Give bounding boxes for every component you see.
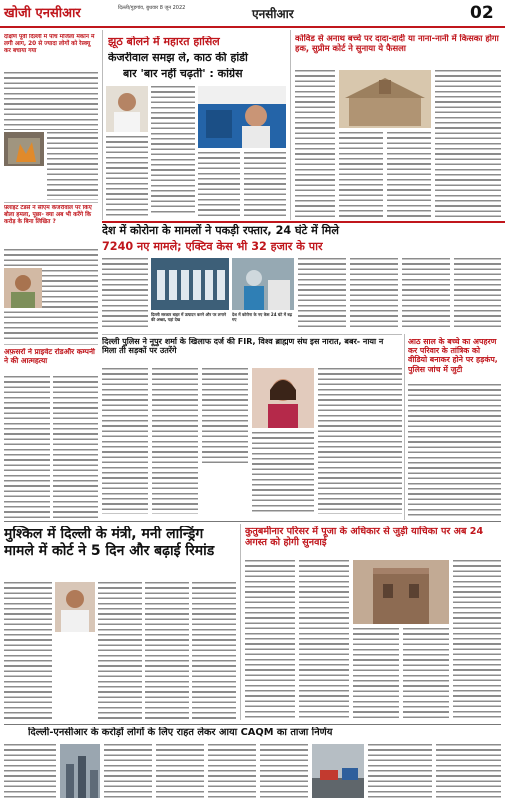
- story9-body-col1: [245, 560, 295, 720]
- covid-testing-photo: [232, 258, 294, 310]
- congress-leader-photo: [106, 86, 148, 132]
- story3-headline: अफ़सरों ने प्राइवेट रोडऔर कम्पनी ने की आत्महत्या: [4, 348, 95, 365]
- story4-body-col3: [198, 152, 240, 216]
- kejriwal-photo: [198, 86, 286, 148]
- story8-body-col1: [4, 582, 52, 722]
- story9-body-col4: [403, 628, 449, 720]
- story10-photo-2: [312, 744, 364, 798]
- lead-photo-2: [232, 258, 294, 310]
- lead-top-rule: [102, 221, 505, 223]
- divider: [102, 334, 402, 335]
- story1-body-2: [47, 132, 98, 200]
- column-rule: [240, 524, 241, 720]
- nupur-sharma-photo: [252, 368, 314, 428]
- story7-body: [408, 384, 501, 516]
- story10-body-col5: [260, 744, 308, 798]
- aap-backdrop-photo: [198, 86, 286, 148]
- section-rule: [4, 521, 501, 522]
- pollution-photo: [60, 744, 100, 798]
- story4-body-col2: [151, 86, 195, 216]
- portrait-photo: [252, 368, 314, 428]
- story2-headline: फ़्लाइट टेंडर्स ने सीएम केजरीवाल पर किए बोला हमला, पूछा- क्या अब भी करेंगे कि करोड़ के बिना लिखित ?: [4, 205, 92, 225]
- story8-headline: मुश्किल में दिल्ली के मंत्री, मनी लान्ड्रिंग मामले में कोर्ट ने 5 दिन और बढ़ाई रिमांड: [4, 526, 215, 559]
- story10-body-col7: [436, 744, 501, 798]
- column-rule: [404, 334, 405, 520]
- story6-headline: दिल्ली पुलिस ने नूपुर शर्मा के खिलाफ दर्ज की FIR, विश्व ब्राह्मण संघ इस नारात, बबर- नाया न मिला ती सड़कों पर उतरेंगे: [102, 337, 384, 356]
- qutub-minar-photo: [353, 560, 449, 624]
- story6-body-col1: [102, 368, 148, 514]
- lead-body-col4: [402, 258, 450, 330]
- qutub-complex-photo: [353, 560, 449, 624]
- lead-photo-1-caption: दिल्ली सरकार बाहर में उत्पादन करने और पर लगाने की अच्छा, यहां देख: [151, 312, 226, 322]
- story5-headline: कोविड से अनाथ बच्चे पर दादा-दादी या नाना-नानी में किसका होगा हक, सुप्रीम कोर्ट ने सुनाया ये फैसला: [295, 34, 499, 53]
- story7-headline: आठ साल के बच्चे का अपहरण कर परिवार के तांत्रिक को वीडियो बनाकर होने पर हड़कंप, पुलिस जांच में जुटी: [408, 337, 498, 374]
- story10-photo: [60, 744, 100, 798]
- divider: [4, 202, 98, 203]
- story10-body-col6: [368, 744, 432, 798]
- story9-body-col3: [353, 628, 399, 720]
- story2-photo: [4, 268, 42, 308]
- story4-body-col4: [244, 152, 286, 216]
- fire-photo: [4, 132, 44, 166]
- story3-body-col2: [53, 376, 98, 518]
- lead-photo-1: [151, 258, 229, 310]
- story5-body-col4: [435, 70, 501, 220]
- supreme-court-photo: [339, 70, 431, 128]
- story9-body-col2: [299, 560, 349, 720]
- story6-body-col4: [252, 432, 314, 514]
- story8-body-col2: [98, 582, 142, 722]
- column-rule: [102, 30, 103, 220]
- portrait-photo: [55, 582, 95, 632]
- story9-headline: कुतुबमीनार परिसर में पूजा के अधिकार से जुड़ी याचिका पर अब 24 अगस्त को होगी सुनवाई: [245, 526, 484, 549]
- story5-body-col3: [387, 132, 431, 220]
- divider: [4, 344, 98, 345]
- story6-body-col5: [318, 368, 402, 514]
- story5-body-col1: [295, 70, 335, 220]
- story10-headline: दिल्ली-एनसीआर के करोड़ों लोगों के लिए राहत लेकर आया CAQM का ताजा निर्णय: [28, 727, 333, 738]
- story4-body-col1: [106, 136, 148, 216]
- traffic-photo: [312, 744, 364, 798]
- story4-headline-line1: झूठ बोलने में महारत हासिल: [108, 36, 220, 48]
- story5-body-col2: [339, 132, 383, 220]
- story10-body-col3: [156, 744, 204, 798]
- story10-body-col4: [208, 744, 256, 798]
- story1-body: [4, 72, 98, 130]
- minister-photo: [4, 268, 42, 308]
- date-line: दिल्ली/गुड़गांव, बुधवार 8 जून 2022: [118, 5, 186, 11]
- section-rule: [4, 724, 501, 725]
- story8-body-col3: [145, 582, 189, 722]
- lead-photo-2-caption: देश में कोरोना के नए केस 24 घंटे में बढ़ गए: [232, 312, 292, 322]
- brand-logo: खोजी एनसीआर: [4, 6, 81, 21]
- story8-body-col4: [192, 582, 236, 722]
- story10-body-col1: [4, 744, 56, 798]
- section-name: एनसीआर: [252, 7, 294, 21]
- story3-body-col1: [4, 376, 50, 518]
- lead-body-col3: [350, 258, 398, 330]
- column-rule: [290, 30, 291, 220]
- satyendar-jain-photo: [55, 582, 95, 632]
- court-building-photo: [339, 70, 431, 128]
- lead-body-col5: [454, 258, 501, 330]
- story4-headline-line2: केजरीवाल समझ ले, काठ की हांडी: [108, 52, 248, 64]
- story6-body-col2: [152, 368, 198, 514]
- lead-body-col2: [298, 258, 346, 330]
- lead-headline-line2: 7240 नए मामले; एक्टिव केस भी 32 हजार के पार: [102, 240, 323, 253]
- story1-headline: दक्षिण पूर्वी दिल्ली में पांच मंजिला मकान में लगी आग, 20 से ज्यादा लोगों को रेस्क्यू कर बचाया गया: [4, 34, 95, 54]
- story4-headline-line3: बार 'बार नहीं चढ़ती' : कांग्रेस: [123, 68, 243, 80]
- vaccine-vials-photo: [151, 258, 229, 310]
- story10-body-col2: [104, 744, 152, 798]
- story9-body-col5: [453, 560, 501, 720]
- lead-headline-line1: देश में कोरोना के मामलों ने पकड़ी रफ्तार, 24 घंटे में मिले: [102, 224, 339, 237]
- page-number: 02: [470, 3, 494, 23]
- portrait-photo: [106, 86, 148, 132]
- lead-body-col1: [102, 258, 148, 330]
- story1-photo: [4, 132, 44, 166]
- story6-body-col3: [202, 368, 248, 464]
